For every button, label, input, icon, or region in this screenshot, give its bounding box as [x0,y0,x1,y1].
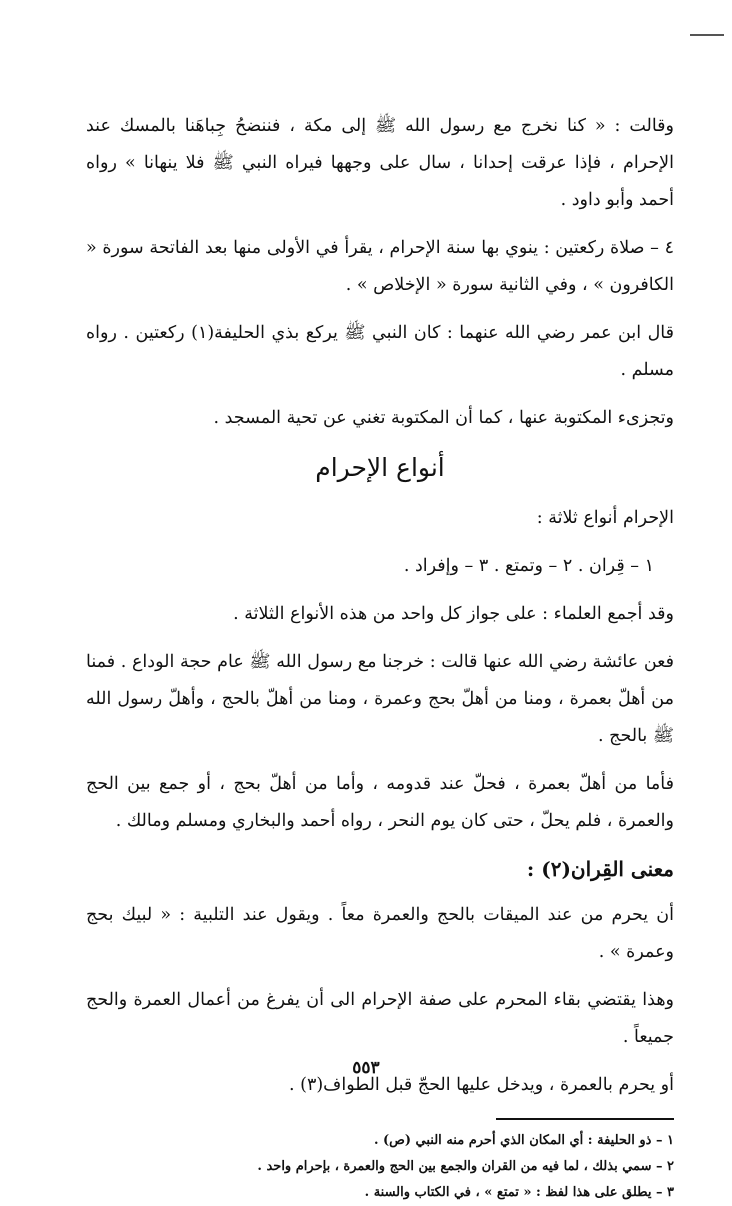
paragraph-11: وهذا يقتضي بقاء المحرم على صفة الإحرام الى أن يفرغ من أعمال العمرة والحج جميعاً . [86,990,674,1047]
page-number: ٥٥٣ [352,1058,380,1078]
footnotes [86,1128,674,1206]
paragraph-1: وقالت : « كنا نخرج مع رسول الله ﷺ إلى مكة ، فننضحُ جِباهَنا بالمسك عند الإحرام ، فإذا عرقت إحدانا ، سال على وجهها فيراه النبي ﷺ فلا ينهانا » رواه أحمد وأبو داود . [86,116,674,210]
subheading-qiran: معنى القِران(٢) : [526,857,674,881]
paragraph-8: فعن عائشة رضي الله عنها قالت : خرجنا مع رسول الله ﷺ عام حجة الوداع . فمنا من أهلّ بعمرة ، ومنا من أهلّ بحج وعمرة ، ومنا من أهلّ بالحج ، وأهلّ رسول الله ﷺ بالحج . [86,652,674,746]
paragraph-12: أو يحرم بالعمرة ، ويدخل عليها الحجّ قبل الطواف(٣) . [289,1075,674,1095]
paragraph-9: فأما من أهلّ بعمرة ، فحلّ عند قدومه ، وأما من أهلّ بحج ، أو جمع بين الحج والعمرة ، فلم يحلّ ، حتى كان يوم النحر ، رواه أحمد والبخاري ومسلم ومالك . [86,774,674,831]
paragraph-3: قال ابن عمر رضي الله عنهما : كان النبي ﷺ يركع بذي الحليفة(١) ركعتين . رواه مسلم . [86,323,674,380]
paragraph-5: الإحرام أنواع ثلاثة : [536,508,674,528]
page-body [86,108,674,1206]
types-list: ١ – قِران . ٢ – وتمتع . ٣ – وإفراد . [403,556,654,576]
paragraph-2: ٤ – صلاة ركعتين : ينوي بها سنة الإحرام ، يقرأ في الأولى منها بعد الفاتحة سورة « الكافرون » ، وفي الثانية سورة « الإخلاص » . [86,238,674,295]
corner-mark [690,34,724,36]
paragraph-10: أن يحرم من عند الميقات بالحج والعمرة معاً . ويقول عند التلبية : « لبيك بحج وعمرة » . [86,905,674,962]
footnote-2: ٢ – سمي بذلك ، لما فيه من القران والجمع بين الحج والعمرة ، بإحرام واحد . [257,1159,674,1174]
footnote-3: ٣ – يطلق على هذا لفظ : « تمتع » ، في الكتاب والسنة . [364,1185,674,1200]
paragraph-4: وتجزىء المكتوبة عنها ، كما أن المكتوبة تغني عن تحية المسجد . [213,408,674,428]
footnote-divider [496,1118,674,1120]
paragraph-7: وقد أجمع العلماء : على جواز كل واحد من هذه الأنواع الثلاثة . [233,604,674,624]
footnote-1: ١ – ذو الحليفة : أي المكان الذي أحرم منه النبي (ص) . [373,1133,674,1148]
section-title: أنواع الإحرام [315,453,445,482]
